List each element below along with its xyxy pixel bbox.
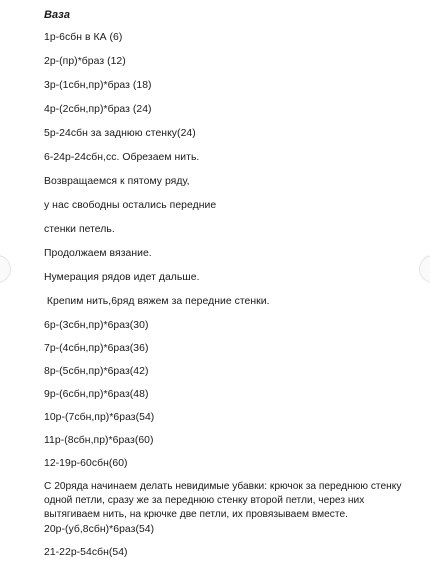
text-line: 7р-(4сбн,пр)*6раз(36) bbox=[44, 343, 149, 354]
paragraph-line: С 20ряда начинаем делать невидимые убавки: крючок за переднюю стенку bbox=[44, 481, 402, 492]
document-title: Ваза bbox=[44, 9, 70, 21]
paragraph-line: вытягиваем нить, на крючке две петли, их провязываем вместе. bbox=[44, 509, 348, 520]
instruction-paragraph bbox=[44, 480, 424, 522]
text-line: 20р-(уб,8сбн)*6раз(54) bbox=[44, 524, 155, 535]
text-line: 3р-(1сбн,пр)*браз (18) bbox=[44, 80, 152, 91]
text-line: Крепим нить,6ряд вяжем за передние стенки. bbox=[44, 296, 270, 307]
text-line: Продолжаем вязание. bbox=[44, 248, 152, 259]
text-line: Возвращаемся к пятому ряду, bbox=[44, 176, 190, 187]
text-line: 2р-(пр)*браз (12) bbox=[44, 56, 126, 67]
paragraph-line: одной петли, сразу же за переднюю стенку второй петли, через них bbox=[44, 495, 365, 506]
text-line: Нумерация рядов идет дальше. bbox=[44, 272, 200, 283]
text-line: 6р-(3сбн,пр)*6раз(30) bbox=[44, 320, 149, 331]
text-line: 11р-(8сбн,пр)*6раз(60) bbox=[44, 435, 154, 446]
text-line: 1р-6сбн в КА (6) bbox=[44, 32, 123, 43]
text-line: 8р-(5сбн,пр)*6раз(42) bbox=[44, 366, 149, 377]
text-line: 6-24р-24сбн,сс. Обрезаем нить. bbox=[44, 152, 200, 163]
text-line: 12-19р-60сбн(60) bbox=[44, 458, 128, 469]
text-line: стенки петель. bbox=[44, 224, 115, 235]
text-line: у нас свободны остались передние bbox=[44, 200, 217, 211]
text-line: 21-22р-54сбн(54) bbox=[44, 547, 128, 558]
text-line: 5р-24сбн за заднюю стенку(24) bbox=[44, 128, 196, 139]
text-line: 10р-(7сбн,пр)*6раз(54) bbox=[44, 412, 155, 423]
text-line: 4р-(2сбн,пр)*браз (24) bbox=[44, 104, 152, 115]
text-line: 9р-(6сбн,пр)*6раз(48) bbox=[44, 389, 149, 400]
